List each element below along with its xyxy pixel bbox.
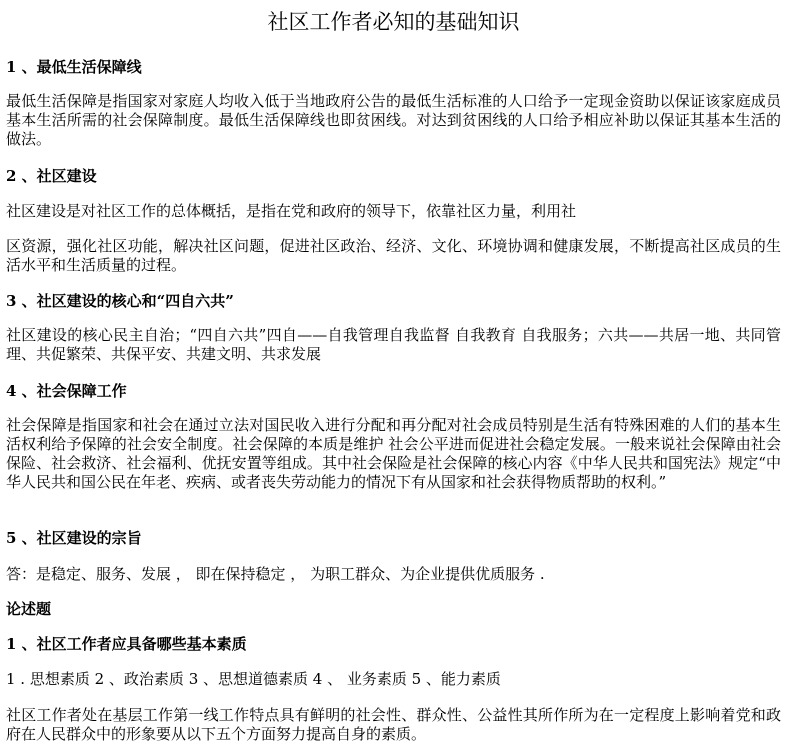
section-heading-2: 2 、社区建设 (6, 167, 97, 185)
section-heading-1: 1 、最低生活保障线 (6, 58, 142, 76)
section-heading-5: 5 、社区建设的宗旨 (6, 529, 142, 547)
section-heading-3: 3 、社区建设的核心和“四自六共” (6, 292, 234, 310)
section-1-paragraph: 最低生活保障是指国家对家庭人均收入低于当地政府公告的最低生活标准的人口给予一定现金资助以保证该家庭成员基本生活所需的社会保障制度。最低生活保障线也即贫困线。对达到贫困线的人口给予相应补助以保证其基本生活的做法。 (6, 92, 781, 148)
section-heading-4: 4 、社会保障工作 (6, 382, 127, 400)
essay-question-heading: 1 、社区工作者应具备哪些基本素质 (6, 635, 247, 653)
section-2-paragraph-1: 社区建设是对社区工作的总体概括，是指在党和政府的领导下，依靠社区力量，利用社 (6, 202, 577, 220)
essay-paragraph: 社区工作者处在基层工作第一线工作特点具有鲜明的社会性、群众性、公益性其所作所为在一定程度上影响着党和政府在人民群众中的形象要从以下五个方面努力提高自身的素质。 (6, 706, 781, 743)
section-5-answer: 答：是稳定、服务、发展 ， 即在保持稳定 ， 为职工群众、为企业提供优质服务 . (6, 565, 545, 583)
section-3-paragraph: 社区建设的核心民主自治；“四自六共”四自——自我管理自我监督 自我教育 自我服务；六共——共居一地、共同管理、共促繁荣、共保平安、共建文明、共求发展 (6, 326, 781, 363)
essay-answer-line: 1 . 思想素质 2 、政治素质 3 、思想道德素质 4 、 业务素质 5 、能力素质 (6, 670, 501, 688)
essay-heading: 论述题 (6, 600, 52, 618)
document-title: 社区工作者必知的基础知识 (267, 10, 520, 34)
section-2-paragraph-2: 区资源，强化社区功能，解决社区问题，促进社区政治、经济、文化、环境协调和健康发展，不断提高社区成员的生活水平和生活质量的过程。 (6, 237, 781, 274)
section-4-paragraph: 社会保障是指国家和社会在通过立法对国民收入进行分配和再分配对社会成员特别是生活有特殊困难的人们的基本生活权利给予保障的社会安全制度。社会保障的本质是维护 社会公平进而促进社会稳定发展。一般来说社会保障由社会保险、社会救济、社会福利、优抚安置等组成。其中社会保险是社会保障的核心内容《中华人民共和国宪法》规定“中华人民共和国公民在年老、疾病、或者丧失劳动能力的情况下有从国家和社会获得物质帮助的权利。” (6, 416, 781, 491)
